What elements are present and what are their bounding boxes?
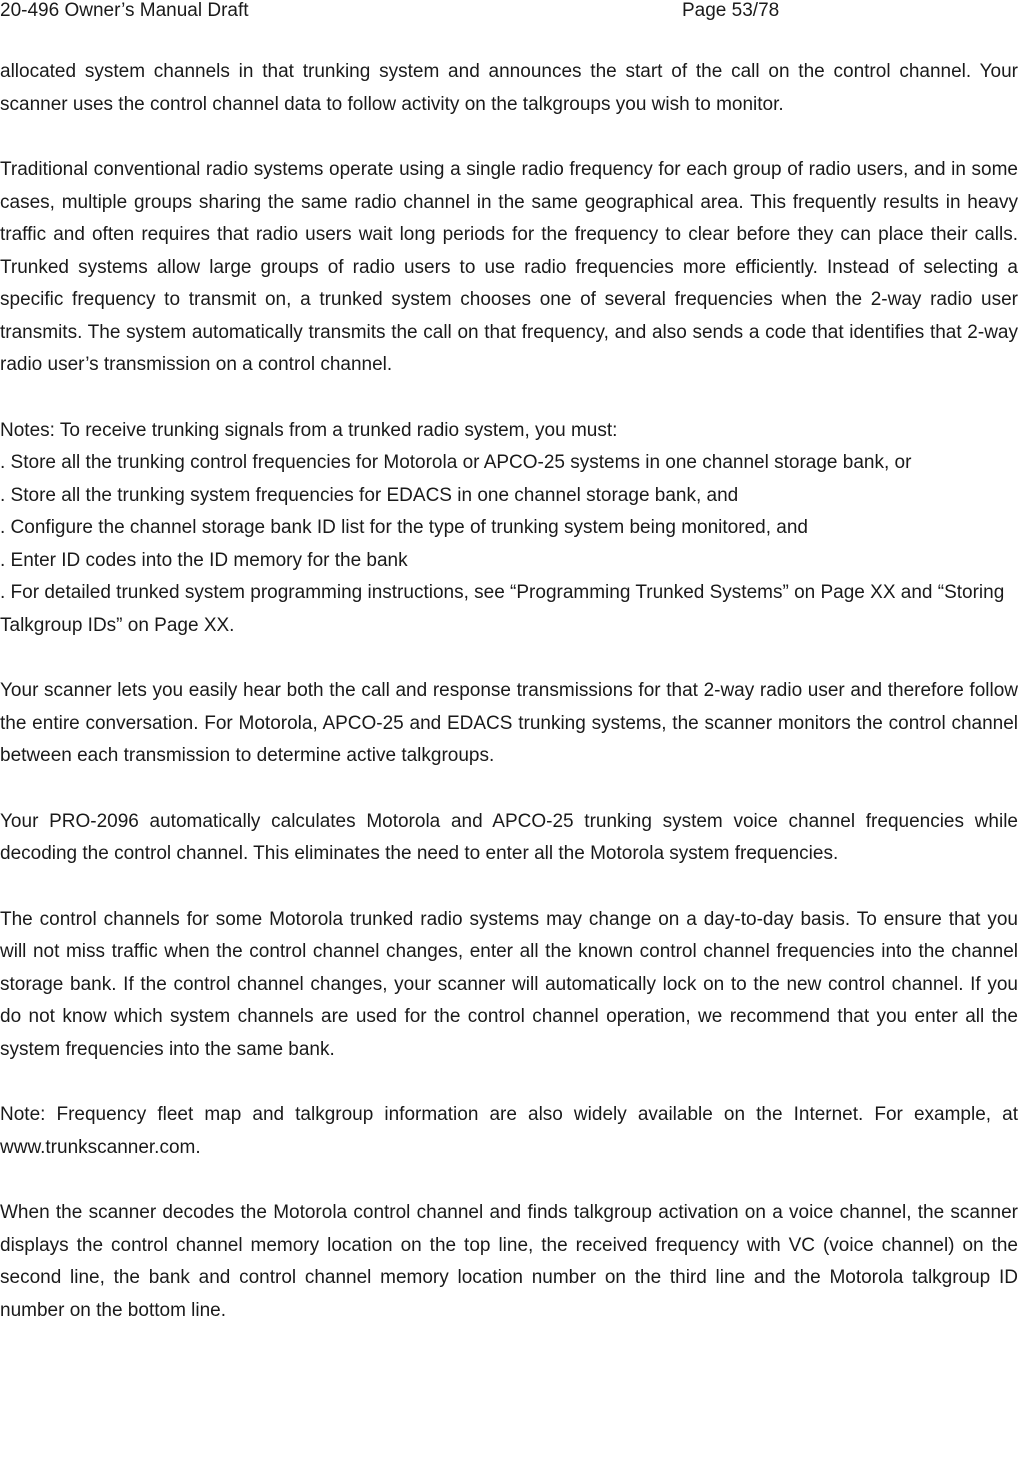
notes-item: . Store all the trunking control frequencies for Motorola or APCO-25 systems in one channel storage bank, or — [0, 452, 912, 473]
notes-item: . Configure the channel storage bank ID list for the type of trunking system being monitored, and — [0, 517, 808, 538]
paragraph-internet-note: Note: Frequency fleet map and talkgroup information are also widely available on the Internet. For example, at www.trunkscanner.com. — [0, 1104, 1018, 1158]
paragraph-display-lines: When the scanner decodes the Motorola control channel and finds talkgroup activation on a voice channel, the scanner displays the control channel memory location on the top line, the received frequency with VC (voice channel) on the second line, the bank and control channel memory location number on the third line and the Motorola talkgroup ID number on the bottom line. — [0, 1202, 1018, 1321]
document-body — [0, 56, 1018, 1360]
page-number: Page 53/78 — [682, 0, 780, 21]
paragraph-control-channel-change: The control channels for some Motorola trunked radio systems may change on a day-to-day basis. To ensure that you will not miss traffic when the control channel changes, enter all the known control channel frequencies into the channel storage bank. If the control channel changes, your scanner will automatically lock on to the new control channel. If you do not know which system channels are used for the control channel operation, we recommend that you enter all the system frequencies into the same bank. — [0, 908, 1018, 1060]
notes-item: . For detailed trunked system programming instructions, see “Programming Trunked Systems” on Page XX and “Storing Talkgroup IDs” on Page XX. — [0, 582, 1005, 636]
notes-item: . Store all the trunking system frequencies for EDACS in one channel storage bank, and — [0, 484, 739, 506]
paragraph-control-channel: allocated system channels in that trunking system and announces the start of the call on the control channel. Your scanner uses the control channel data to follow activity on the talkgroups you wish to monitor. — [0, 61, 1018, 115]
document-title: 20-496 Owner’s Manual Draft — [0, 0, 249, 21]
notes-block — [0, 415, 1018, 643]
paragraph-pro2096: Your PRO-2096 automatically calculates Motorola and APCO-25 trunking system voice channel frequencies while decoding the control channel. This eliminates the need to enter all the Motorola system frequencies. — [0, 810, 1018, 864]
paragraph-conventional-vs-trunked: Traditional conventional radio systems operate using a single radio frequency for each group of radio users, and in some cases, multiple groups sharing the same radio channel in the same geographical area. This frequently results in heavy traffic and often requires that radio users wait long periods for the frequency to clear before they can place their calls. Trunked systems allow large groups of radio users to use radio frequencies more efficiently. Instead of selecting a specific frequency to transmit on, a trunked system chooses one of several frequencies when the 2-way radio user transmits. The system automatically transmits the call on that frequency, and also sends a code that identifies that 2-way radio user’s transmission on a control channel. — [0, 159, 1018, 375]
notes-item: . Enter ID codes into the ID memory for the bank — [0, 549, 408, 571]
notes-intro: Notes: To receive trunking signals from a trunked radio system, you must: — [0, 419, 618, 441]
page-header — [0, 0, 1022, 22]
paragraph-call-response: Your scanner lets you easily hear both the call and response transmissions for that 2-way radio user and therefore follow the entire conversation. For Motorola, APCO-25 and EDACS trunking systems, the scanner monitors the control channel between each transmission to determine active talkgroups. — [0, 680, 1018, 766]
